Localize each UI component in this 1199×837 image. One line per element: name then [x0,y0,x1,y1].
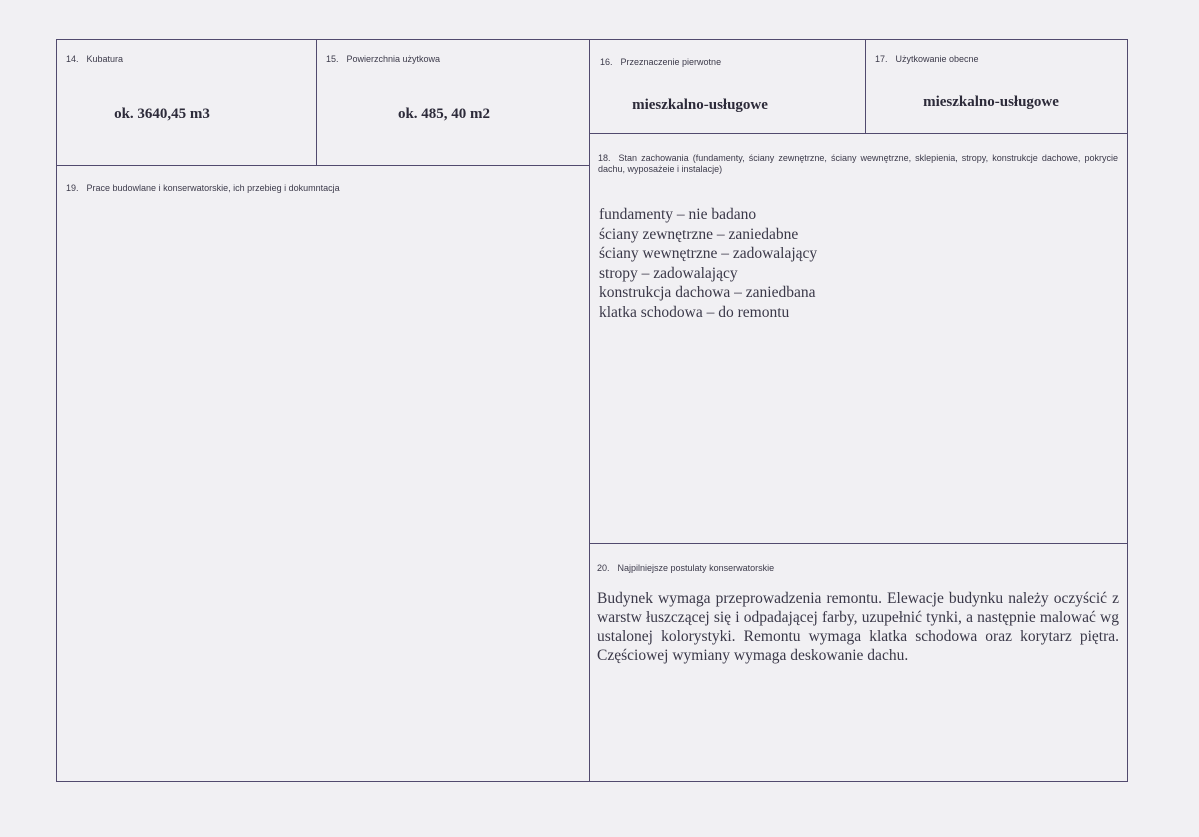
divider-horizontal-right-mid [589,543,1128,544]
divider-vertical-14-15 [316,39,317,166]
field-20-label: 20. Najpilniejsze postulaty konserwatorskie [597,563,775,573]
field-15-label: 15. Powierzchnia użytkowa [326,54,441,64]
field-17-label: 17. Użytkowanie obecne [875,54,979,64]
condition-item: fundamenty – nie badano [599,206,757,223]
divider-horizontal-right-top [589,133,1128,134]
field-14-label: 14. Kubatura [66,54,124,64]
condition-item: ściany zewnętrzne – zaniedabne [599,225,799,243]
divider-vertical-16-17 [865,39,866,134]
condition-item: konstrukcja dachowa – zaniedbana [599,284,816,301]
field-19-label: 19. Prace budowlane i konserwatorskie, ich przebieg i dokumntacja [66,183,340,193]
field-17-value: mieszkalno-usługowe [923,94,1059,110]
field-18-label: 18. Stan zachowania (fundamenty, ściany zewnętrzne, ściany wewnętrzne, sklepienia, stropy, konstrukcje dachowe, pokrycie dachu, wyposażeie i instalacje) [598,153,1118,174]
divider-horizontal-left [56,165,590,166]
field-15-value: ok. 485, 40 m2 [397,106,491,122]
condition-item: ściany wewnętrzne – zadowalający [599,245,818,262]
divider-vertical-main [589,39,590,782]
field-16-label: 16. Przeznaczenie pierwotne [600,57,722,67]
field-16-value: mieszkalno-usługowe [632,97,768,113]
field-20-text: Budynek wymaga przeprowadzenia remontu. Elewacje budynku należy oczyścić z warstw łuszczącej się i odpadającej farby, uzupełnić tynki, a następnie malować wg ustalonej kolorystyki. Remontu wymaga klatka schodowa oraz korytarz piętra. Częściowej wymiany wymaga deskowanie dachu. [597,590,1119,664]
field-14-value: ok. 3640,45 m3 [114,106,210,122]
form-frame [56,39,1128,782]
field-18-list [599,205,1099,322]
condition-item: klatka schodowa – do remontu [599,303,790,321]
condition-item: stropy – zadowalający [599,264,738,282]
